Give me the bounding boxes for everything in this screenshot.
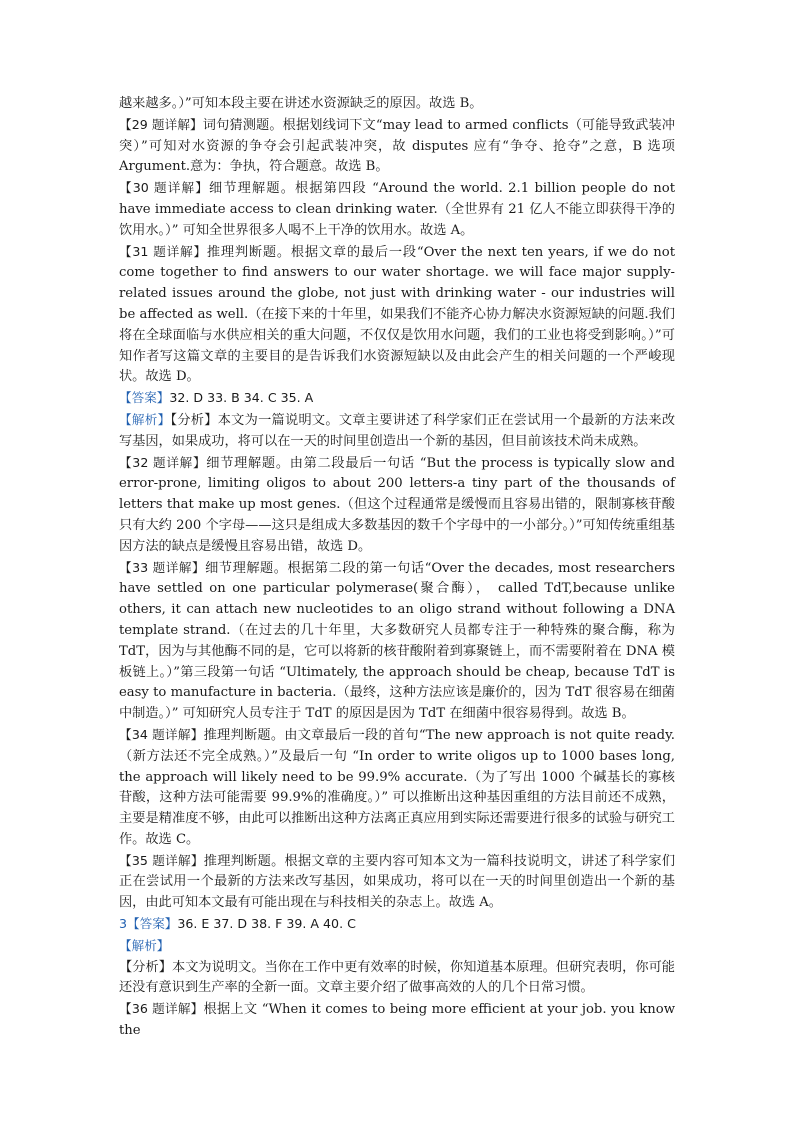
- analysis-32-35: [119, 410, 675, 453]
- analysis-36-40-heading: [119, 936, 675, 958]
- para-34-text: 推理判断题。由文章最后一段的首句“The new approach is not quite ready.（新方法还不完全成熟。）”及最后一句 “In order to write oligos up to 1000 bases long, the approach will likely need to be 99.9% accurate.（为了写出 1000 个碱基长的寡核苷酸，这种方法可能需要 99.9%的准确度。）” 可以推断出这种基因重组的方法目前还不成熟，主要是精准度不够，由此可以推断出这种方法离正真应用到实际还需要进行很多的试验与研究工作。故选 C。: [119, 727, 676, 847]
- paragraph-31: [119, 242, 675, 389]
- answer-text: 32. D 33. B 34. C 35. A: [169, 390, 314, 406]
- paragraph-36: [119, 999, 675, 1042]
- para-36-label: 【36 题详解】: [119, 1001, 204, 1017]
- paragraph-32: [119, 453, 675, 558]
- paragraph-34: [119, 725, 675, 851]
- para-30-text: 细节理解题。根据第四段 “Around the world. 2.1 billion people do not have immediate access to clean drinking water.（全世界有 21 亿人不能立即获得干净的饮用水。）” 可知全世界很多人喝不上干净的饮用水。故选 A。: [119, 181, 676, 238]
- answer-36-40: [119, 914, 675, 936]
- paragraph-29: [119, 115, 675, 178]
- analysis-36-40-body: [119, 958, 675, 1000]
- para-34-label: 【34 题详解】: [119, 726, 204, 742]
- answer3-text: 36. E 37. D 38. F 39. A 40. C: [177, 916, 356, 932]
- paragraph-30: [119, 178, 675, 241]
- para-35-label: 【35 题详解】: [119, 852, 204, 868]
- answer3-label: 3【答案】: [119, 916, 178, 932]
- answer-32-35: [119, 388, 675, 410]
- paragraph-0: [119, 94, 675, 115]
- analysis-text: 【分析】本文为一篇说明文。文章主要讲述了科学家们正在尝试用一个最新的方法来改写基因，如果成功，将可以在一天的时间里创造出一个新的基因，但目前该技术尚未成熟。: [119, 412, 676, 449]
- document-page: [119, 94, 675, 1042]
- para-30-label: 【30 题详解】: [119, 180, 209, 196]
- paragraph-35: [119, 851, 675, 914]
- para-33-label: 【33 题详解】: [119, 559, 206, 575]
- answer-label: 【答案】: [119, 390, 170, 406]
- para-31-label: 【31 题详解】: [119, 243, 207, 259]
- analysis-label: 【解析】: [119, 411, 171, 427]
- paragraph-33: [119, 558, 675, 725]
- analysis3-label: 【解析】: [119, 937, 170, 953]
- para-33-text: 细节理解题。根据第二段的第一句话“Over the decades, most researchers have settled on one particular polymerase(聚合酶）， called TdT,because unlike others, it can attach new nucleotides to an oligo strand without following a DNA template strand.（在过去的几十年里，大多数研究人员都专注于一种特殊的聚合酶，称为 TdT，因为与其他酶不同的是，它可以将新的核苷酸附着到寡聚链上，而不需要附着在 DNA 模板链上。）”第三段第一句话 “Ultimately, the approach should be cheap, because TdT is easy to manufacture in bacteria.（最终，这种方法应该是廉价的，因为 TdT 很容易在细菌中制造。）” 可知研究人员专注于 TdT 的原因是因为 TdT 在细菌中很容易得到。故选 B。: [119, 560, 676, 722]
- para-0-text: 越来越多。）”可知本段主要在讲述水资源缺乏的原因。故选 B。: [119, 96, 483, 111]
- para-32-text: 细节理解题。由第二段最后一句话 “But the process is typically slow and error-prone, limiting oligos to about 200 letters-a tiny part of the thousands of letters that make up most genes.（但这个过程通常是缓慢而且容易出错的，限制寡核苷酸只有大约 200 个字母——这只是组成大多数基因的数千个字母中的一小部分。）”可知传统重组基因方法的缺点是缓慢且容易出错，故选 D。: [119, 455, 675, 554]
- para-36-text: 根据上文 “When it comes to being more efficient at your job. you know the: [119, 1002, 675, 1039]
- para-29-label: 【29 题详解】: [119, 116, 203, 132]
- analysis3-body-text: 【分析】本文为说明文。当你在工作中更有效率的时候，你知道基本原理。但研究表明，你可能还没有意识到生产率的全新一面。文章主要介绍了做事高效的人的几个日常习惯。: [119, 959, 675, 996]
- para-32-label: 【32 题详解】: [119, 454, 207, 470]
- para-31-text: 推理判断题。根据文章的最后一段“Over the next ten years, if we do not come together to find answers to our water shortage. we will face major supply-related issues around the globe, not just with drinking water - our industries will be affected as well.（在接下来的十年里，如果我们不能齐心协力解决水资源短缺的问题.我们将在全球面临与水供应相关的重大问题，不仅仅是饮用水问题，我们的工业也将受到影响。）”可知作者写这篇文章的主要目的是告诉我们水资源短缺以及由此会产生的相关问题的一个严峻现状。故选 D。: [119, 244, 675, 385]
- para-29-text: 词句猜测题。根据划线词下文“may lead to armed conflicts（可能导致武装冲突）”可知对水资源的争夺会引起武装冲突，故 disputes 应有“争夺、抢夺”之意，B 选项 Argument.意为：争执，符合题意。故选 B。: [119, 117, 675, 175]
- para-35-text: 推理判断题。根据文章的主要内容可知本文为一篇科技说明文，讲述了科学家们正在尝试用一个最新的方法来改写基因，如果成功，将可以在一天的时间里创造出一个新的基因，由此可知本文最有可能出现在与科技相关的杂志上。故选 A。: [119, 853, 675, 911]
